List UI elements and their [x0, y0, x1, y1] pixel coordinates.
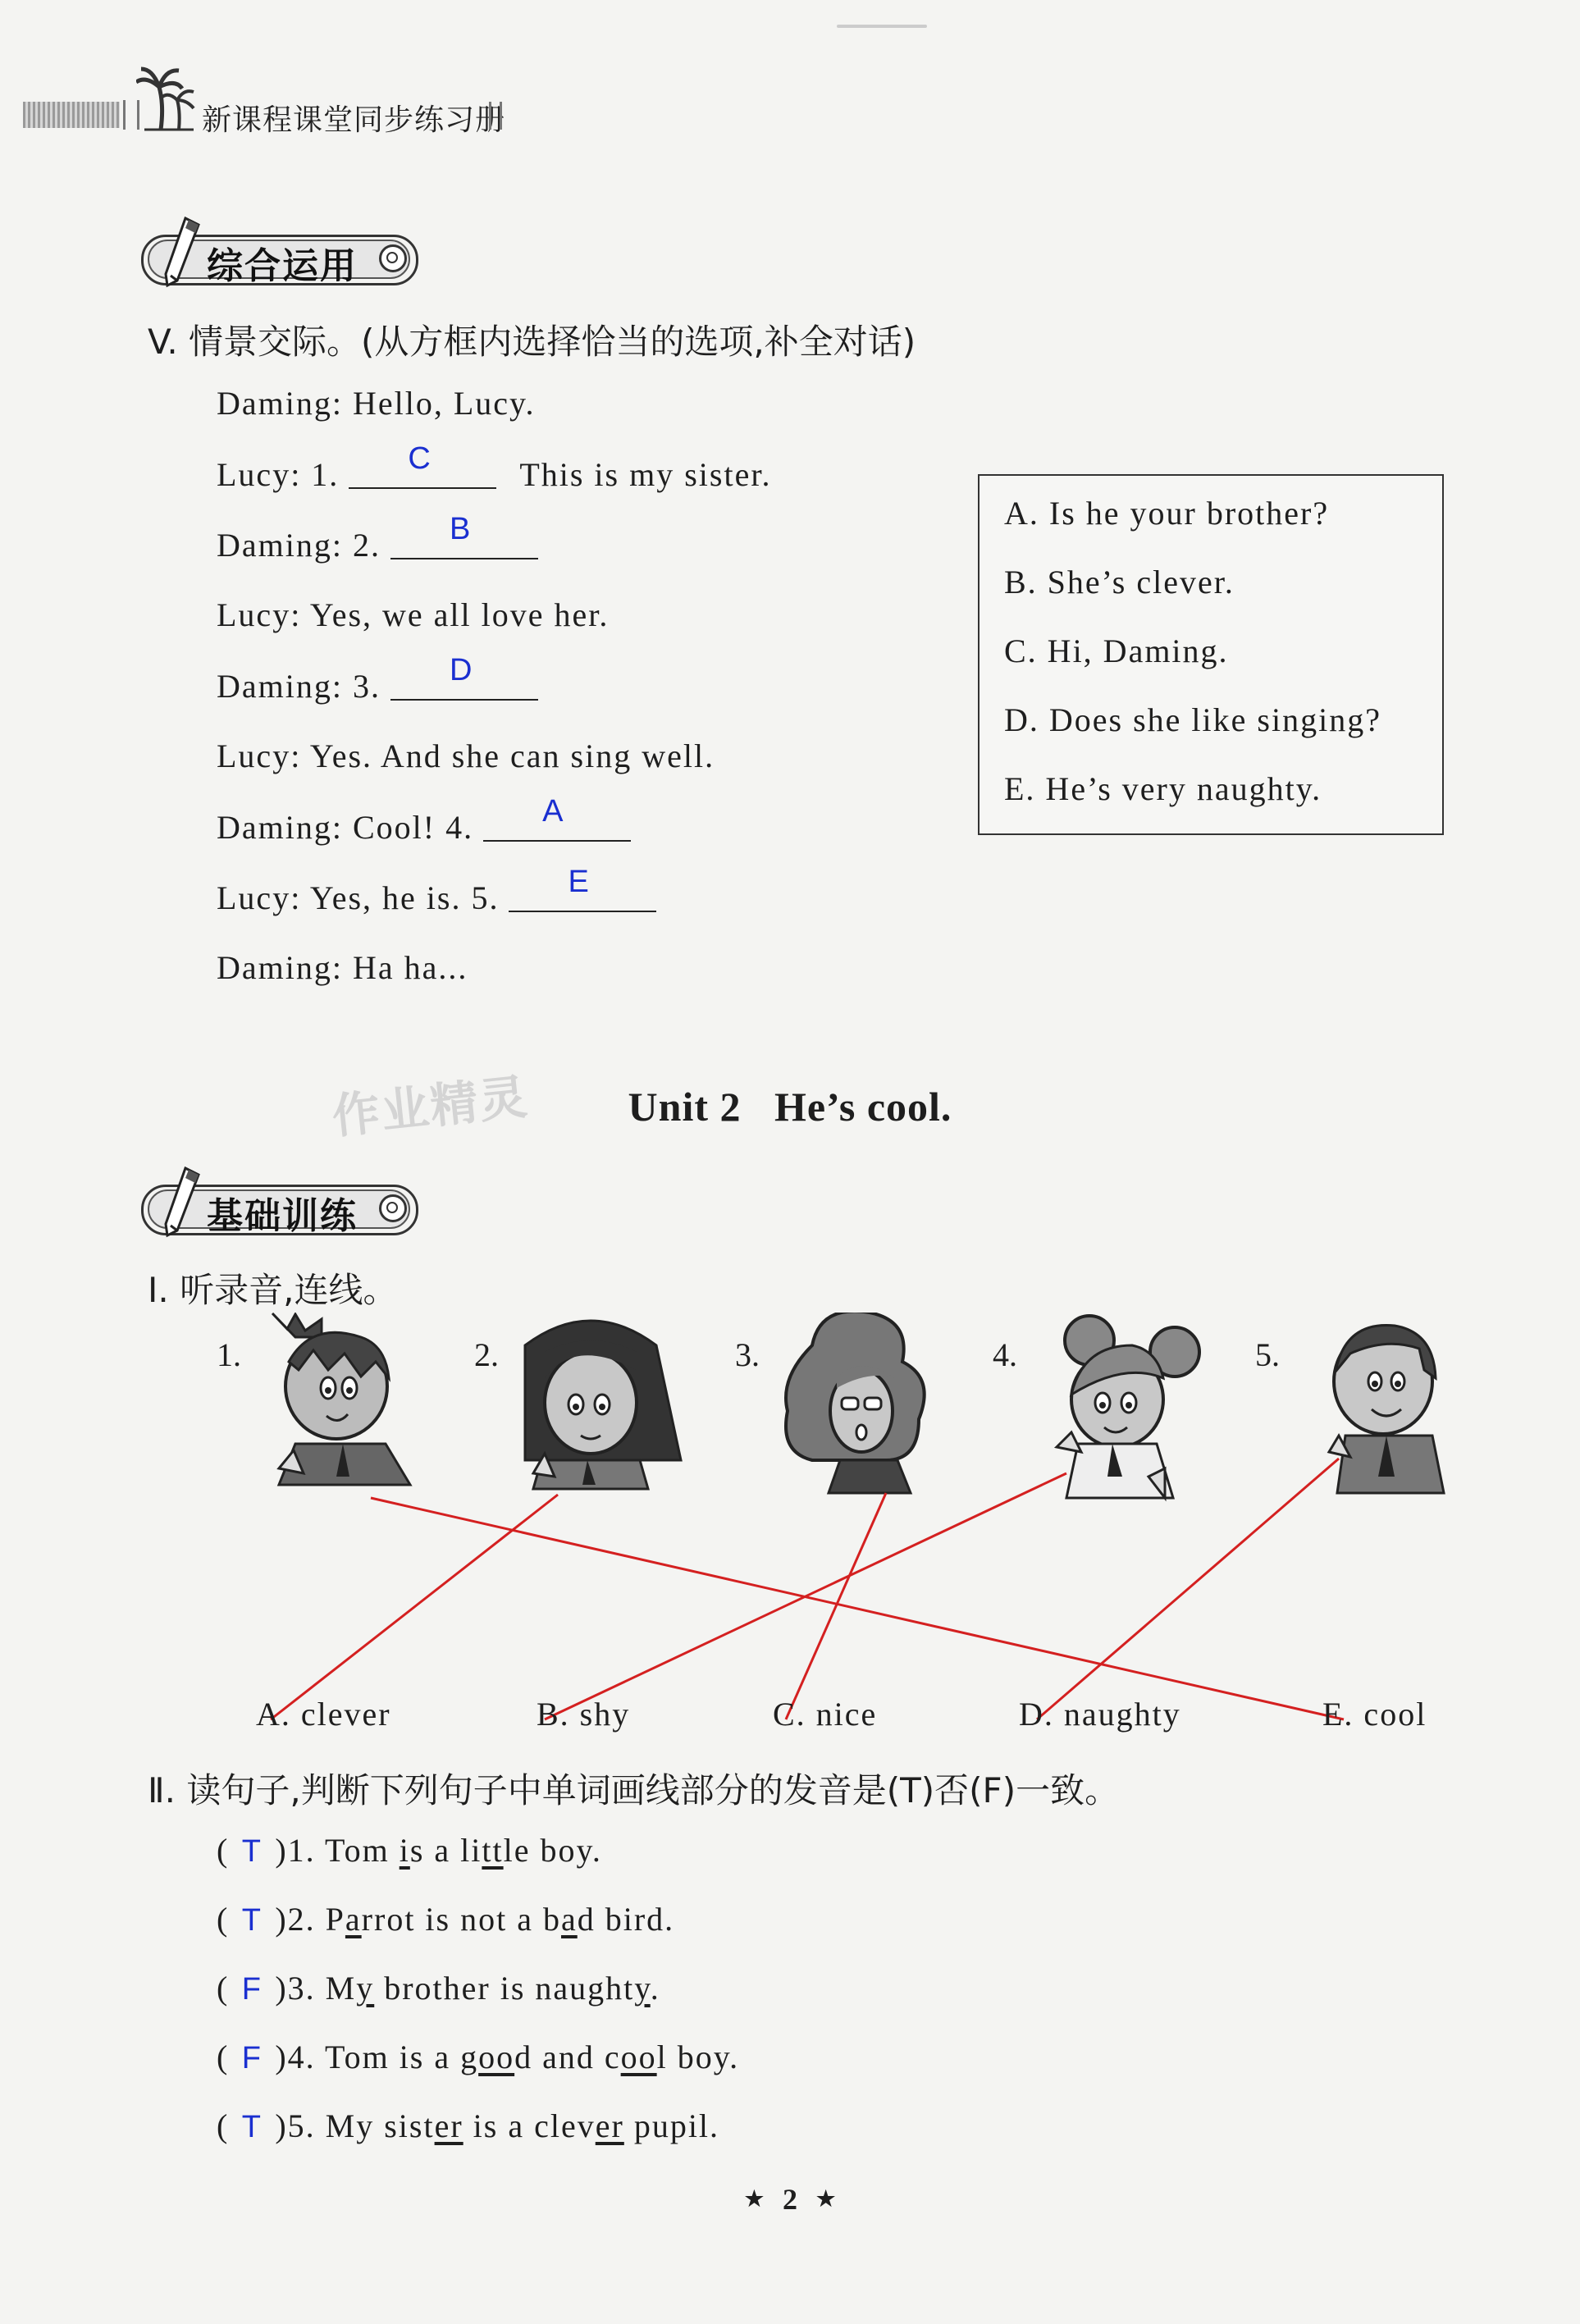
answer-text-4: A: [542, 794, 565, 829]
section-tag-basic: [141, 1178, 420, 1237]
page-number-value: 2: [783, 2183, 797, 2216]
cartoon-boy-1: [272, 1313, 410, 1485]
judgement-row-3: ( F )3. My brother is naughty.: [217, 1970, 660, 2007]
match-line-3-C: [786, 1493, 886, 1719]
unit-title: Unit 2 He’s cool.: [628, 1084, 952, 1130]
answer-blank-5[interactable]: [509, 865, 656, 912]
pencil-icon: [161, 217, 203, 290]
answer-blank-2[interactable]: [390, 512, 538, 559]
section-tag-label: 综合运用: [207, 245, 358, 287]
word-c: C. nice: [773, 1696, 878, 1733]
word-d: D. naughty: [1019, 1696, 1181, 1733]
answer-blank-1[interactable]: [349, 441, 496, 489]
star-icon: ★: [744, 2187, 764, 2211]
answer-blank-4[interactable]: [483, 794, 631, 842]
book-title: 新课程课堂同步练习册: [202, 103, 506, 137]
question-1-label: Ⅰ. 听录音,连线。: [148, 1270, 398, 1310]
judgement-row-4: ( F )4. Tom is a good and cool boy.: [217, 2039, 740, 2075]
top-mark: [837, 25, 927, 28]
cartoon-girl-4: [1057, 1316, 1199, 1498]
header-divider-right: [489, 102, 502, 130]
answer-text-5: E: [568, 865, 591, 899]
figure-number-1: 1.: [217, 1336, 241, 1373]
option-a: A. Is he your brother?: [1004, 495, 1330, 532]
figure-number-2: 2.: [474, 1336, 499, 1373]
judgement-row-1: ( T )1. Tom is a little boy.: [217, 1832, 602, 1869]
dialogue-line-5: Lucy: Yes. And she can sing well.: [217, 737, 715, 774]
answer-text-1: C: [408, 441, 432, 476]
figure-number-4: 4.: [993, 1336, 1017, 1373]
option-d: D. Does she like singing?: [1004, 701, 1381, 738]
judgement-answer-3[interactable]: F: [241, 1972, 263, 2007]
options-box: [978, 474, 1444, 835]
cartoon-girl-2: [525, 1321, 681, 1489]
word-e: E. cool: [1322, 1696, 1427, 1733]
option-c: C. Hi, Daming.: [1004, 632, 1229, 669]
question-2-label: Ⅱ. 读句子,判断下列句子中单词画线部分的发音是(T)否(F)一致。: [148, 1770, 1120, 1810]
dialogue-line-1: Lucy: 1. C This is my sister.: [217, 441, 772, 493]
question-5-label: V. 情景交际。(从方框内选择恰当的选项,补全对话): [148, 322, 916, 362]
header-decor-bar: [23, 102, 120, 128]
judgement-answer-5[interactable]: T: [241, 2110, 263, 2144]
judgement-row-2: ( T )2. Parrot is not a bad bird.: [217, 1901, 675, 1938]
dialogue-line-2: Daming: 2. B: [217, 525, 538, 564]
cartoon-lady-3: [786, 1313, 925, 1493]
judgement-answer-1[interactable]: T: [241, 1834, 263, 1869]
page-number: [0, 2182, 1580, 2217]
word-b: B. shy: [537, 1696, 631, 1733]
match-line-2-A: [271, 1495, 558, 1719]
judgement-row-5: ( T )5. My sister is a clever pupil.: [217, 2107, 720, 2144]
match-line-1-E: [371, 1498, 1344, 1719]
cartoon-boy-5: [1329, 1325, 1444, 1493]
judgement-answer-2[interactable]: T: [241, 1903, 263, 1938]
pencil-icon: [161, 1167, 203, 1240]
section-tag-comprehensive: [141, 228, 420, 287]
star-icon: ★: [816, 2187, 836, 2211]
option-b: B. She’s clever.: [1004, 564, 1235, 600]
match-line-4-B: [545, 1473, 1066, 1719]
figure-number-5: 5.: [1255, 1336, 1280, 1373]
dialogue-line-0: Daming: Hello, Lucy.: [217, 385, 536, 422]
answer-blank-3[interactable]: [390, 653, 538, 701]
answer-text-2: B: [449, 512, 473, 546]
answer-text-3: D: [449, 653, 474, 687]
palm-tree-icon: [136, 64, 202, 131]
option-e: E. He’s very naughty.: [1004, 770, 1322, 807]
dialogue-line-7: Lucy: Yes, he is. 5. E: [217, 878, 656, 917]
dialogue-line-4: Daming: 3. D: [217, 666, 538, 705]
judgement-answer-4[interactable]: F: [241, 2041, 263, 2075]
word-a: A. clever: [256, 1696, 391, 1733]
dialogue-line-3: Lucy: Yes, we all love her.: [217, 596, 610, 633]
figure-number-3: 3.: [735, 1336, 760, 1373]
section-tag-label: 基础训练: [207, 1195, 358, 1237]
dialogue-line-8: Daming: Ha ha...: [217, 949, 468, 986]
dialogue-line-6: Daming: Cool! 4. A: [217, 807, 631, 847]
watermark: 作业精灵: [329, 1068, 532, 1145]
